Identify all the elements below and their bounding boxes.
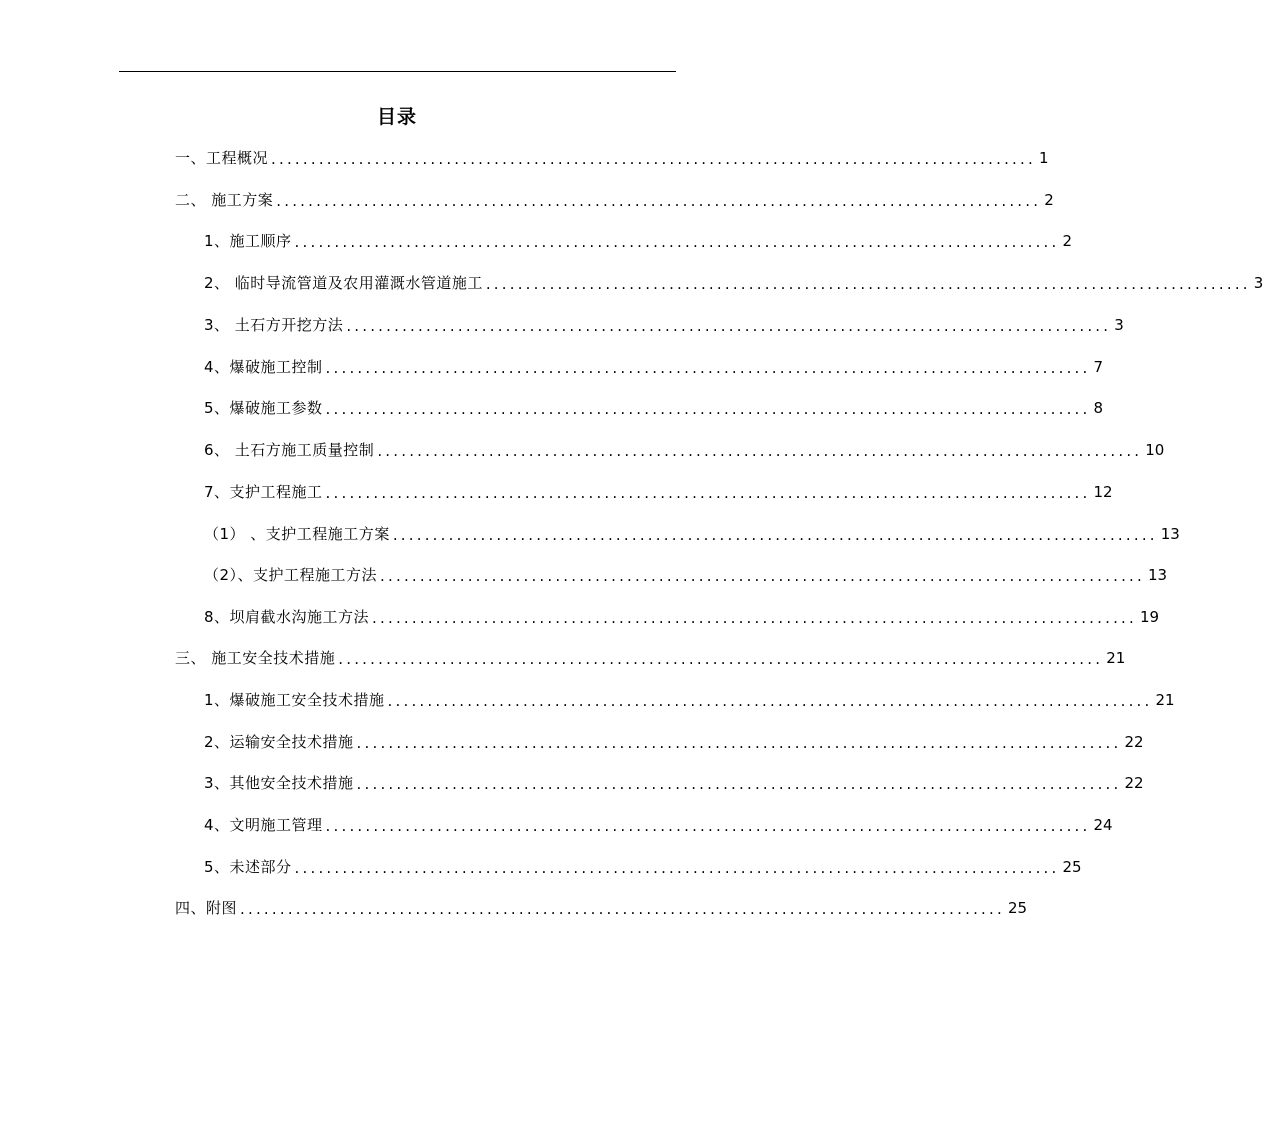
toc-entry-page: 10	[1145, 441, 1165, 459]
toc-entry[interactable]	[204, 230, 1073, 252]
toc-entry-label: （1） 、支护工程施工方案	[204, 525, 390, 543]
toc-entry[interactable]	[204, 314, 1124, 336]
toc-entry-label: 6、 土石方施工质量控制	[204, 441, 375, 459]
toc-entry-page: 2	[1062, 232, 1073, 250]
toc-entry-label: 1、爆破施工安全技术措施	[204, 691, 385, 709]
toc-entry-page: 3	[1253, 274, 1263, 292]
toc-entry-label: 4、爆破施工控制	[204, 358, 323, 376]
toc-entry-label: 8、坝肩截水沟施工方法	[204, 608, 370, 626]
toc-entry-page: 24	[1093, 816, 1113, 834]
toc-entry-page: 25	[1062, 858, 1082, 876]
toc-leader-dots: ................................................................................................	[240, 900, 1005, 918]
toc-entry[interactable]	[204, 523, 1180, 545]
toc-leader-dots: ................................................................................................	[276, 192, 1042, 210]
toc-entry-label: 1、施工顺序	[204, 232, 292, 250]
toc-entry[interactable]	[204, 606, 1160, 628]
toc-entry-label: 7、支护工程施工	[204, 483, 323, 501]
toc-leader-dots: ................................................................................................	[325, 484, 1091, 502]
toc-entry[interactable]	[204, 814, 1113, 836]
toc-entry[interactable]	[175, 897, 1028, 919]
toc-entry[interactable]	[204, 272, 1263, 294]
toc-entry-label: 四、附图	[175, 899, 238, 917]
toc-title: 目录	[376, 106, 417, 128]
toc-entry[interactable]	[204, 397, 1104, 419]
toc-entry-page: 21	[1106, 649, 1126, 667]
toc-entry-label: 3、其他安全技术措施	[204, 774, 354, 792]
toc-entry-page: 2	[1044, 191, 1054, 209]
toc-entry[interactable]	[175, 647, 1126, 669]
toc-leader-dots: ................................................................................................	[325, 359, 1091, 377]
toc-leader-dots: ................................................................................................	[325, 400, 1091, 418]
toc-entry[interactable]	[204, 481, 1113, 503]
toc-entry[interactable]	[204, 772, 1144, 794]
toc-entry[interactable]	[175, 147, 1049, 169]
toc-entry-page: 7	[1093, 358, 1104, 376]
toc-entry-label: 一、工程概况	[175, 149, 269, 167]
toc-leader-dots: ................................................................................................	[294, 859, 1060, 877]
toc-entry-page: 22	[1124, 774, 1144, 792]
toc-entry[interactable]	[204, 564, 1168, 586]
toc-entry-page: 13	[1160, 525, 1180, 543]
toc-entry-label: 2、 临时导流管道及农用灌溉水管道施工	[204, 274, 483, 292]
toc-entry-page: 21	[1155, 691, 1175, 709]
toc-leader-dots: ................................................................................................	[387, 692, 1153, 710]
toc-leader-dots: ................................................................................................	[377, 442, 1143, 460]
toc-entry[interactable]	[175, 189, 1054, 211]
toc-entry-label: 5、未述部分	[204, 858, 292, 876]
toc-leader-dots: ................................................................................................	[356, 775, 1122, 793]
toc-leader-dots: ................................................................................................	[380, 567, 1145, 585]
toc-entry-page: 13	[1147, 566, 1168, 584]
toc-entry-label: 二、 施工方案	[175, 191, 274, 209]
toc-entry[interactable]	[204, 731, 1144, 753]
toc-leader-dots: ................................................................................................	[485, 275, 1251, 293]
toc-entry-page: 22	[1124, 733, 1144, 751]
toc-leader-dots: ................................................................................................	[346, 317, 1112, 335]
toc-entry[interactable]	[204, 356, 1104, 378]
toc-entry-page: 25	[1007, 899, 1028, 917]
toc-leader-dots: ................................................................................................	[325, 817, 1091, 835]
toc-entry-page: 1	[1038, 149, 1049, 167]
toc-entry-page: 12	[1093, 483, 1113, 501]
toc-leader-dots: ................................................................................................	[372, 609, 1137, 627]
toc-entry-label: 3、 土石方开挖方法	[204, 316, 344, 334]
toc-entry-label: 2、运输安全技术措施	[204, 733, 354, 751]
toc-entry-page: 8	[1093, 399, 1104, 417]
toc-entry-page: 19	[1139, 608, 1160, 626]
toc-leader-dots: ................................................................................................	[356, 734, 1122, 752]
toc-entry-label: 4、文明施工管理	[204, 816, 323, 834]
toc-entry[interactable]	[204, 689, 1175, 711]
toc-entry[interactable]	[204, 439, 1165, 461]
toc-entry[interactable]	[204, 856, 1082, 878]
toc-leader-dots: ................................................................................................	[271, 150, 1036, 168]
toc-entry-page: 3	[1114, 316, 1124, 334]
toc-entry-label: 三、 施工安全技术措施	[175, 649, 336, 667]
toc-leader-dots: ................................................................................................	[294, 233, 1060, 251]
toc-entry-label: （2）、支护工程施工方法	[204, 566, 378, 584]
toc-leader-dots: ................................................................................................	[338, 650, 1104, 668]
toc-entry-label: 5、爆破施工参数	[204, 399, 323, 417]
toc-leader-dots: ................................................................................................	[392, 526, 1158, 544]
